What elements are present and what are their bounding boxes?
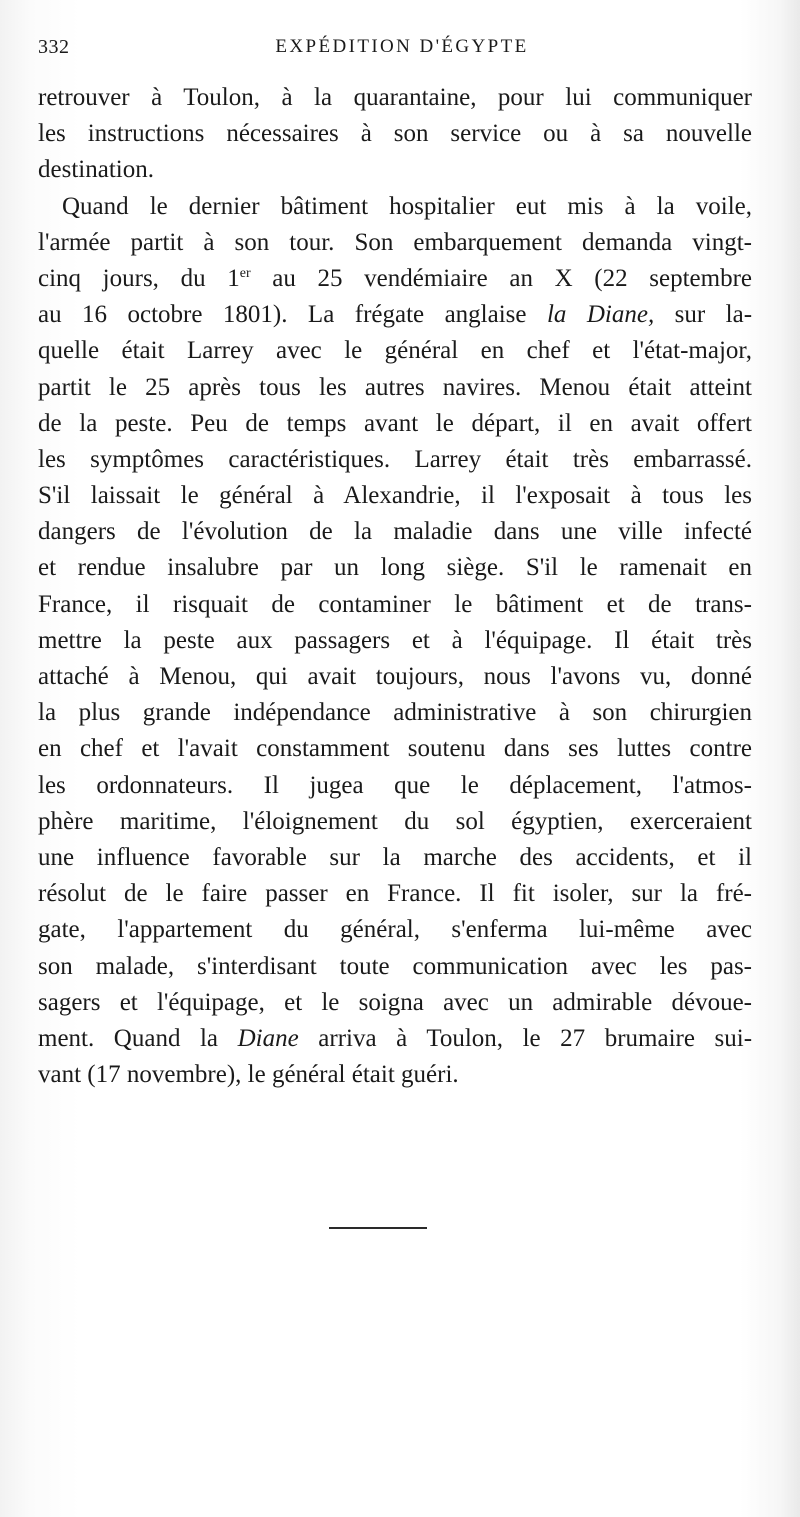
running-title: EXPÉDITION D'ÉGYPTE bbox=[275, 36, 529, 57]
text-line: vant (17 novembre), le général était guéri. bbox=[38, 1061, 459, 1089]
superscript: er bbox=[239, 265, 251, 281]
text-line: S'il laissait le général à Alexandrie, il l'exposait à tous les bbox=[38, 482, 752, 510]
page-header bbox=[38, 36, 758, 64]
text-line bbox=[38, 1021, 752, 1057]
text-fragment: cinq jours, du 1 bbox=[38, 264, 240, 292]
text-fragment: au 16 octobre 1801). La frégate anglaise bbox=[38, 301, 527, 329]
text-fragment: au 25 vendémiaire an X (22 septembre bbox=[250, 264, 752, 292]
text-line: et rendue insalubre par un long siège. S'il le ramenait en bbox=[38, 554, 752, 582]
section-end-rule bbox=[329, 1227, 427, 1229]
text-line: de la peste. Peu de temps avant le départ, il en avait offert bbox=[38, 409, 752, 437]
text-line: la plus grande indépendance administrative à son chirurgien bbox=[38, 699, 752, 727]
text-line: quelle était Larrey avec le général en chef et l'état-major, bbox=[38, 337, 752, 365]
text-line: résolut de le faire passer en France. Il fit isoler, sur la fré- bbox=[38, 880, 752, 908]
body-text bbox=[38, 80, 752, 1093]
text-line: en chef et l'avait constamment soutenu dans ses luttes contre bbox=[38, 735, 752, 763]
text-line: sagers et l'équipage, et le soigna avec un admirable dévoue- bbox=[38, 988, 752, 1016]
text-line: retrouver à Toulon, à la quarantaine, pour lui communiquer bbox=[38, 84, 752, 111]
text-line: mettre la peste aux passagers et à l'équipage. Il était très bbox=[38, 626, 752, 654]
text-fragment: sur la- bbox=[674, 301, 753, 329]
text-line: gate, l'appartement du général, s'enferma lui-même avec bbox=[38, 916, 752, 944]
italic-title: Diane bbox=[237, 1024, 299, 1052]
text-line: l'armée partit à son tour. Son embarquement demanda vingt- bbox=[38, 228, 752, 256]
page-number: 332 bbox=[38, 36, 70, 58]
text-line bbox=[38, 297, 752, 333]
text-line bbox=[38, 261, 752, 297]
text-fragment: arriva à Toulon, le 27 brumaire sui- bbox=[318, 1024, 753, 1052]
text-line: les instructions nécessaires à son service ou à sa nouvelle bbox=[38, 120, 752, 148]
text-line: dangers de l'évolution de la maladie dans une ville infecté bbox=[38, 518, 752, 546]
text-fragment: ment. Quand la bbox=[38, 1024, 219, 1052]
text-line: destination. bbox=[38, 156, 154, 184]
italic-title: la Diane, bbox=[546, 301, 655, 329]
text-line: les symptômes caractéristiques. Larrey était très embarrassé. bbox=[38, 445, 752, 473]
text-line: France, il risquait de contaminer le bâtiment et de trans- bbox=[38, 590, 752, 618]
text-line: phère maritime, l'éloignement du sol égyptien, exerceraient bbox=[38, 807, 752, 835]
text-line: les ordonnateurs. Il jugea que le déplacement, l'atmos- bbox=[38, 771, 752, 799]
text-line: attaché à Menou, qui avait toujours, nous l'avons vu, donné bbox=[38, 663, 752, 690]
text-line: son malade, s'interdisant toute communication avec les pas- bbox=[38, 952, 752, 980]
text-line: partit le 25 après tous les autres navires. Menou était atteint bbox=[38, 373, 752, 401]
text-line: une influence favorable sur la marche des accidents, et il bbox=[38, 843, 752, 871]
text-line: Quand le dernier bâtiment hospitalier eut mis à la voile, bbox=[62, 192, 752, 220]
